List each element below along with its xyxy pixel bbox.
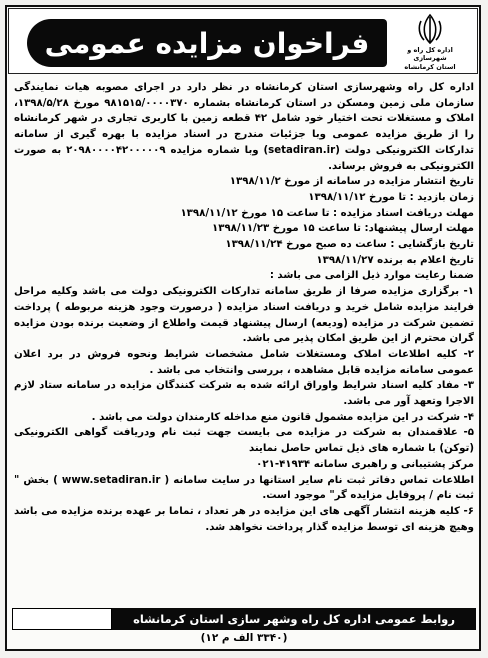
- footer-credit-text: روابط عمومی اداره کل راه وشهر سازی استان کرمانشاه: [133, 612, 455, 626]
- org-name-line1: اداره کل راه و شهرسازی: [407, 46, 453, 62]
- footer-blank-box: [12, 608, 112, 630]
- date-line-5: تاریخ بازگشایی : ساعت ده صبح مورخ ۱۳۹۸/۱۱/۲۴: [225, 239, 474, 251]
- item-5: ۵- علاقمندان به شرکت در مزایده می بایست جهت ثبت نام ودریافت گواهی الکترونیکی (توکن) با شماره های ذیل تماس حاصل نمایند: [14, 427, 474, 455]
- page-title: فراخوان مزایده عمومی: [44, 26, 370, 60]
- item-4: ۴- شرکت در این مزایده مشمول قانون منع مداخله کارمندان دولت می باشد .: [91, 411, 474, 423]
- header: [8, 8, 478, 74]
- emblem-icon: [415, 13, 445, 45]
- notice-line: ضمنا رعایت موارد ذیل الزامی می باشد :: [269, 270, 474, 282]
- date-line-1: تاریخ انتشار مزایده در سامانه از مورخ ۱۳۹۸/۱۱/۲: [229, 176, 474, 188]
- footer-credit: [112, 608, 476, 630]
- ad-code: (۳۳۴۰ الف م ۱۲): [200, 632, 288, 644]
- contact-line: اطلاعات تماس دفاتر ثبت نام سایر استانها در سایت سامانه ( www.setadiran.ir ) بخش " ثبت نام / پروفایل مزایده گر" موجود است.: [14, 474, 474, 502]
- notice-body: [14, 80, 474, 605]
- date-line-3: مهلت دریافت اسناد مزایده : تا ساعت ۱۵ مورخ ۱۳۹۸/۱۱/۱۲: [180, 207, 474, 219]
- org-name-line2: استان کرمانشاه: [404, 63, 456, 71]
- iran-emblem-logo: [391, 13, 469, 71]
- item-3: ۳- مفاد کلیه اسناد شرایط واوراق ارائه شده به شرکت کنندگان مزایده در سامانه ستاد لازم الاجرا وتعهد آور می باشد.: [14, 380, 474, 408]
- footer-bar: [12, 608, 476, 630]
- intro-paragraph: اداره کل راه وشهرسازی استان کرمانشاه در نظر دارد در اجرای مصوبه هیات نمایندگی سازمان ملی زمین ومسکن در استان کرمانشاه بشماره ۹۸۱۵۱۵/۰۰۰۰۳۷۰ مورخ ۱۳۹۸/۵/۲۸، املاک و مستغلات تحت اختیار خود شامل ۴۲ قطعه زمین با کاربری تجاری در شهر کرمانشاه را از طریق مزایده عمومی وبا جزئیات مندرج در اسناد مزایده با بهره گیری از سامانه تدارکات الکترونیکی دولت (setadiran.ir) وبا شماره مزایده ۲۰۹۸۰۰۰۰۴۲۰۰۰۰۰۹ به صورت الکترونیکی به فروش برساند.: [14, 82, 474, 172]
- item-2: ۲- کلیه اطلاعات املاک ومستغلات شامل مشخصات شرایط ونحوه فروش در برد اعلان عمومی سامانه مزایده قابل مشاهده ، بررسی وانتخاب می باشد .: [14, 348, 474, 376]
- date-line-4: مهلت ارسال پیشنهاد: تا ساعت ۱۵ مورخ ۱۳۹۸/۱۱/۲۳: [212, 223, 474, 235]
- date-line-6: تاریخ اعلام به برنده ۱۳۹۸/۱۱/۲۷: [316, 254, 474, 266]
- item-6: ۶- کلیه هزینه انتشار آگهی های این مزایده در هر تعداد ، تماما بر عهده برنده مزایده می باشد وهیچ هزینه ای توسط مزایده گذار پرداخت نخواهد شد.: [14, 505, 474, 533]
- date-line-2: زمان بازدید : تا مورخ ۱۳۹۸/۱۱/۱۲: [308, 191, 474, 203]
- title-banner: [27, 19, 387, 67]
- item-1: ۱- برگزاری مزایده صرفا از طریق سامانه تدارکات الکترونیکی دولت می باشد وکلیه مراحل فرایند مزایده شامل خرید و دریافت اسناد مزایده ( درصورت وجود هزینه مربوطه ) پرداخت تضمین شرکت در مزایده (ودیعه) ارسال پیشنهاد قیمت واطلاع از وضعیت برنده بودن مزایده گران محترم از این طریق امکان پذیر می باشد.: [14, 286, 474, 345]
- support-line: مرکز پشتیبانی و راهبری سامانه ۴۱۹۳۴-۰۲۱: [256, 458, 474, 470]
